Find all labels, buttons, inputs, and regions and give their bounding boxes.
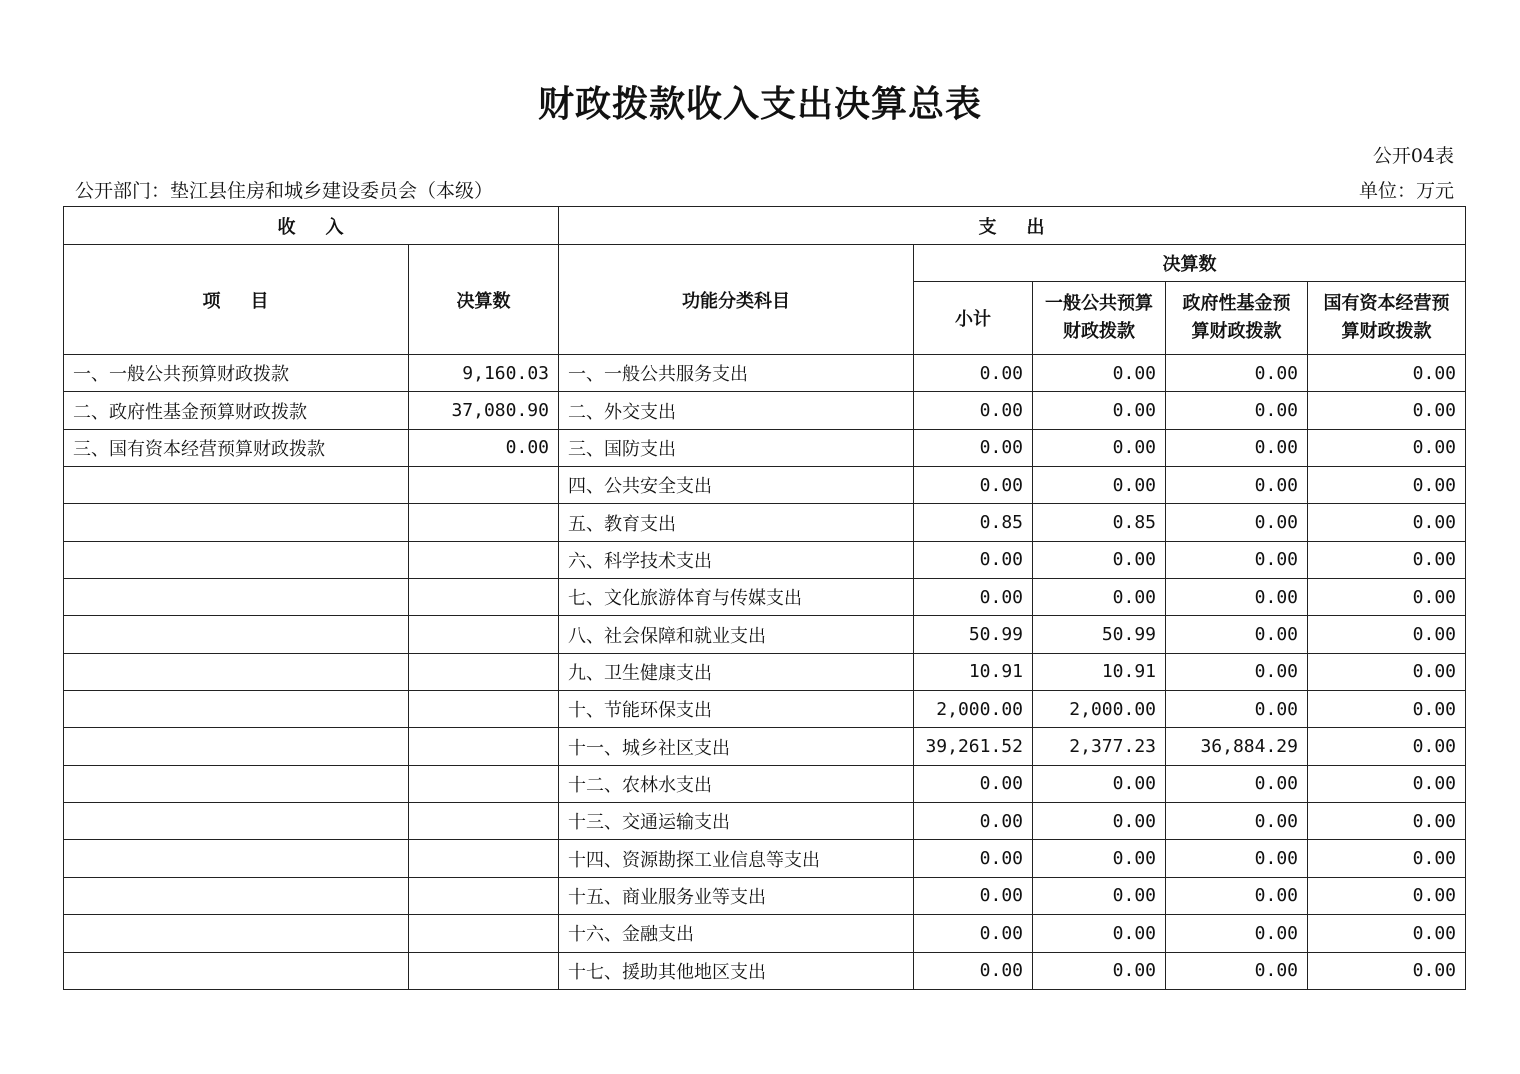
capital-cell: 0.00 xyxy=(1308,616,1466,653)
subtotal-cell: 0.00 xyxy=(914,915,1033,952)
expense-category: 三、国防支出 xyxy=(559,429,914,466)
capital-cell: 0.00 xyxy=(1308,952,1466,989)
header-row-2 xyxy=(64,245,1466,282)
income-item xyxy=(64,467,409,504)
general-cell: 50.99 xyxy=(1033,616,1166,653)
income-item xyxy=(64,541,409,578)
fund-cell: 0.00 xyxy=(1166,429,1308,466)
income-amount xyxy=(409,691,559,728)
income-item xyxy=(64,728,409,765)
general-cell: 0.85 xyxy=(1033,504,1166,541)
table-row xyxy=(64,504,1466,541)
capital-cell: 0.00 xyxy=(1308,504,1466,541)
fund-cell: 0.00 xyxy=(1166,803,1308,840)
table-row xyxy=(64,952,1466,989)
subtotal-cell: 50.99 xyxy=(914,616,1033,653)
subtotal-cell: 10.91 xyxy=(914,653,1033,690)
subtotal-cell: 0.00 xyxy=(914,355,1033,392)
function-category-header: 功能分类科目 xyxy=(559,245,914,355)
capital-cell: 0.00 xyxy=(1308,355,1466,392)
table-row xyxy=(64,467,1466,504)
subtotal-cell: 0.00 xyxy=(914,952,1033,989)
capital-cell: 0.00 xyxy=(1308,653,1466,690)
fund-cell: 0.00 xyxy=(1166,765,1308,802)
table-row xyxy=(64,541,1466,578)
fund-cell: 0.00 xyxy=(1166,691,1308,728)
table-row xyxy=(64,653,1466,690)
expense-category: 十四、资源勘探工业信息等支出 xyxy=(559,840,914,877)
fund-cell: 0.00 xyxy=(1166,392,1308,429)
fund-cell: 0.00 xyxy=(1166,952,1308,989)
expense-category: 十五、商业服务业等支出 xyxy=(559,877,914,914)
gov-fund-header: 政府性基金预算财政拨款 xyxy=(1166,282,1308,355)
capital-cell: 0.00 xyxy=(1308,803,1466,840)
income-item xyxy=(64,803,409,840)
expense-category: 一、一般公共服务支出 xyxy=(559,355,914,392)
state-capital-header: 国有资本经营预算财政拨款 xyxy=(1308,282,1466,355)
general-cell: 0.00 xyxy=(1033,467,1166,504)
expense-category: 五、教育支出 xyxy=(559,504,914,541)
income-item xyxy=(64,691,409,728)
subtotal-cell: 0.00 xyxy=(914,467,1033,504)
capital-cell: 0.00 xyxy=(1308,691,1466,728)
subtotal-cell: 0.00 xyxy=(914,429,1033,466)
fund-cell: 36,884.29 xyxy=(1166,728,1308,765)
fund-cell: 0.00 xyxy=(1166,541,1308,578)
table-row xyxy=(64,392,1466,429)
subtotal-cell: 0.00 xyxy=(914,541,1033,578)
expense-category: 十一、城乡社区支出 xyxy=(559,728,914,765)
expense-category: 七、文化旅游体育与传媒支出 xyxy=(559,579,914,616)
expense-category: 十、节能环保支出 xyxy=(559,691,914,728)
subtotal-cell: 0.00 xyxy=(914,877,1033,914)
fund-cell: 0.00 xyxy=(1166,504,1308,541)
table-row xyxy=(64,616,1466,653)
capital-cell: 0.00 xyxy=(1308,429,1466,466)
header-row-1 xyxy=(64,207,1466,245)
income-item xyxy=(64,579,409,616)
capital-cell: 0.00 xyxy=(1308,915,1466,952)
fund-cell: 0.00 xyxy=(1166,355,1308,392)
general-cell: 0.00 xyxy=(1033,840,1166,877)
table-row xyxy=(64,803,1466,840)
income-amount xyxy=(409,653,559,690)
fund-cell: 0.00 xyxy=(1166,467,1308,504)
capital-cell: 0.00 xyxy=(1308,392,1466,429)
income-amount xyxy=(409,952,559,989)
income-amount xyxy=(409,877,559,914)
income-item xyxy=(64,952,409,989)
table-row xyxy=(64,691,1466,728)
general-cell: 0.00 xyxy=(1033,541,1166,578)
general-cell: 0.00 xyxy=(1033,915,1166,952)
general-cell: 0.00 xyxy=(1033,952,1166,989)
fund-cell: 0.00 xyxy=(1166,616,1308,653)
expense-category: 四、公共安全支出 xyxy=(559,467,914,504)
subtotal-header: 小计 xyxy=(914,282,1033,355)
general-budget-header: 一般公共预算财政拨款 xyxy=(1033,282,1166,355)
capital-cell: 0.00 xyxy=(1308,579,1466,616)
fund-cell: 0.00 xyxy=(1166,915,1308,952)
income-item xyxy=(64,840,409,877)
general-cell: 0.00 xyxy=(1033,877,1166,914)
settlement-header: 决算数 xyxy=(409,245,559,355)
capital-cell: 0.00 xyxy=(1308,541,1466,578)
general-cell: 2,377.23 xyxy=(1033,728,1166,765)
general-cell: 10.91 xyxy=(1033,653,1166,690)
table-row xyxy=(64,728,1466,765)
income-amount xyxy=(409,840,559,877)
income-item: 三、国有资本经营预算财政拨款 xyxy=(64,429,409,466)
capital-cell: 0.00 xyxy=(1308,467,1466,504)
income-item xyxy=(64,877,409,914)
income-amount xyxy=(409,765,559,802)
income-amount xyxy=(409,803,559,840)
unit-label: 单位：万元 xyxy=(1358,180,1454,202)
general-cell: 0.00 xyxy=(1033,765,1166,802)
capital-cell: 0.00 xyxy=(1308,765,1466,802)
capital-cell: 0.00 xyxy=(1308,877,1466,914)
income-item xyxy=(64,915,409,952)
income-amount: 9,160.03 xyxy=(409,355,559,392)
income-amount xyxy=(409,504,559,541)
general-cell: 0.00 xyxy=(1033,355,1166,392)
subtotal-cell: 0.00 xyxy=(914,392,1033,429)
page-title: 财政拨款收入支出决算总表 xyxy=(537,84,982,125)
expense-category: 六、科学技术支出 xyxy=(559,541,914,578)
fund-cell: 0.00 xyxy=(1166,653,1308,690)
income-amount: 37,080.90 xyxy=(409,392,559,429)
table-row xyxy=(64,579,1466,616)
income-amount xyxy=(409,728,559,765)
income-item xyxy=(64,504,409,541)
income-amount xyxy=(409,915,559,952)
income-amount xyxy=(409,541,559,578)
table-row xyxy=(64,429,1466,466)
general-cell: 0.00 xyxy=(1033,429,1166,466)
expense-category: 十三、交通运输支出 xyxy=(559,803,914,840)
income-item xyxy=(64,765,409,802)
fund-cell: 0.00 xyxy=(1166,579,1308,616)
income-item: 二、政府性基金预算财政拨款 xyxy=(64,392,409,429)
income-amount xyxy=(409,467,559,504)
expense-header: 支出 xyxy=(559,207,1466,245)
income-item: 一、一般公共预算财政拨款 xyxy=(64,355,409,392)
general-cell: 0.00 xyxy=(1033,579,1166,616)
form-number: 公开04表 xyxy=(1372,145,1454,167)
settlement-group-header: 决算数 xyxy=(914,245,1466,282)
subtotal-cell: 0.00 xyxy=(914,579,1033,616)
capital-cell: 0.00 xyxy=(1308,728,1466,765)
table-row xyxy=(64,355,1466,392)
item-header: 项目 xyxy=(64,245,409,355)
expense-category: 十二、农林水支出 xyxy=(559,765,914,802)
income-item xyxy=(64,616,409,653)
capital-cell: 0.00 xyxy=(1308,840,1466,877)
subtotal-cell: 0.00 xyxy=(914,765,1033,802)
subtotal-cell: 39,261.52 xyxy=(914,728,1033,765)
table-row xyxy=(64,840,1466,877)
subtotal-cell: 0.00 xyxy=(914,803,1033,840)
table-row xyxy=(64,915,1466,952)
subtotal-cell: 0.00 xyxy=(914,840,1033,877)
department-label: 公开部门：垫江县住房和城乡建设委员会（本级） xyxy=(75,180,494,202)
expense-category: 二、外交支出 xyxy=(559,392,914,429)
table-row xyxy=(64,877,1466,914)
subtotal-cell: 2,000.00 xyxy=(914,691,1033,728)
expense-category: 八、社会保障和就业支出 xyxy=(559,616,914,653)
expense-category: 十六、金融支出 xyxy=(559,915,914,952)
expense-category: 十七、援助其他地区支出 xyxy=(559,952,914,989)
income-item xyxy=(64,653,409,690)
income-amount: 0.00 xyxy=(409,429,559,466)
income-amount xyxy=(409,616,559,653)
fund-cell: 0.00 xyxy=(1166,877,1308,914)
expense-category: 九、卫生健康支出 xyxy=(559,653,914,690)
table-row xyxy=(64,765,1466,802)
general-cell: 0.00 xyxy=(1033,392,1166,429)
income-header: 收入 xyxy=(64,207,559,245)
general-cell: 0.00 xyxy=(1033,803,1166,840)
general-cell: 2,000.00 xyxy=(1033,691,1166,728)
subtotal-cell: 0.85 xyxy=(914,504,1033,541)
income-amount xyxy=(409,579,559,616)
fund-cell: 0.00 xyxy=(1166,840,1308,877)
settlement-table xyxy=(63,206,1466,990)
